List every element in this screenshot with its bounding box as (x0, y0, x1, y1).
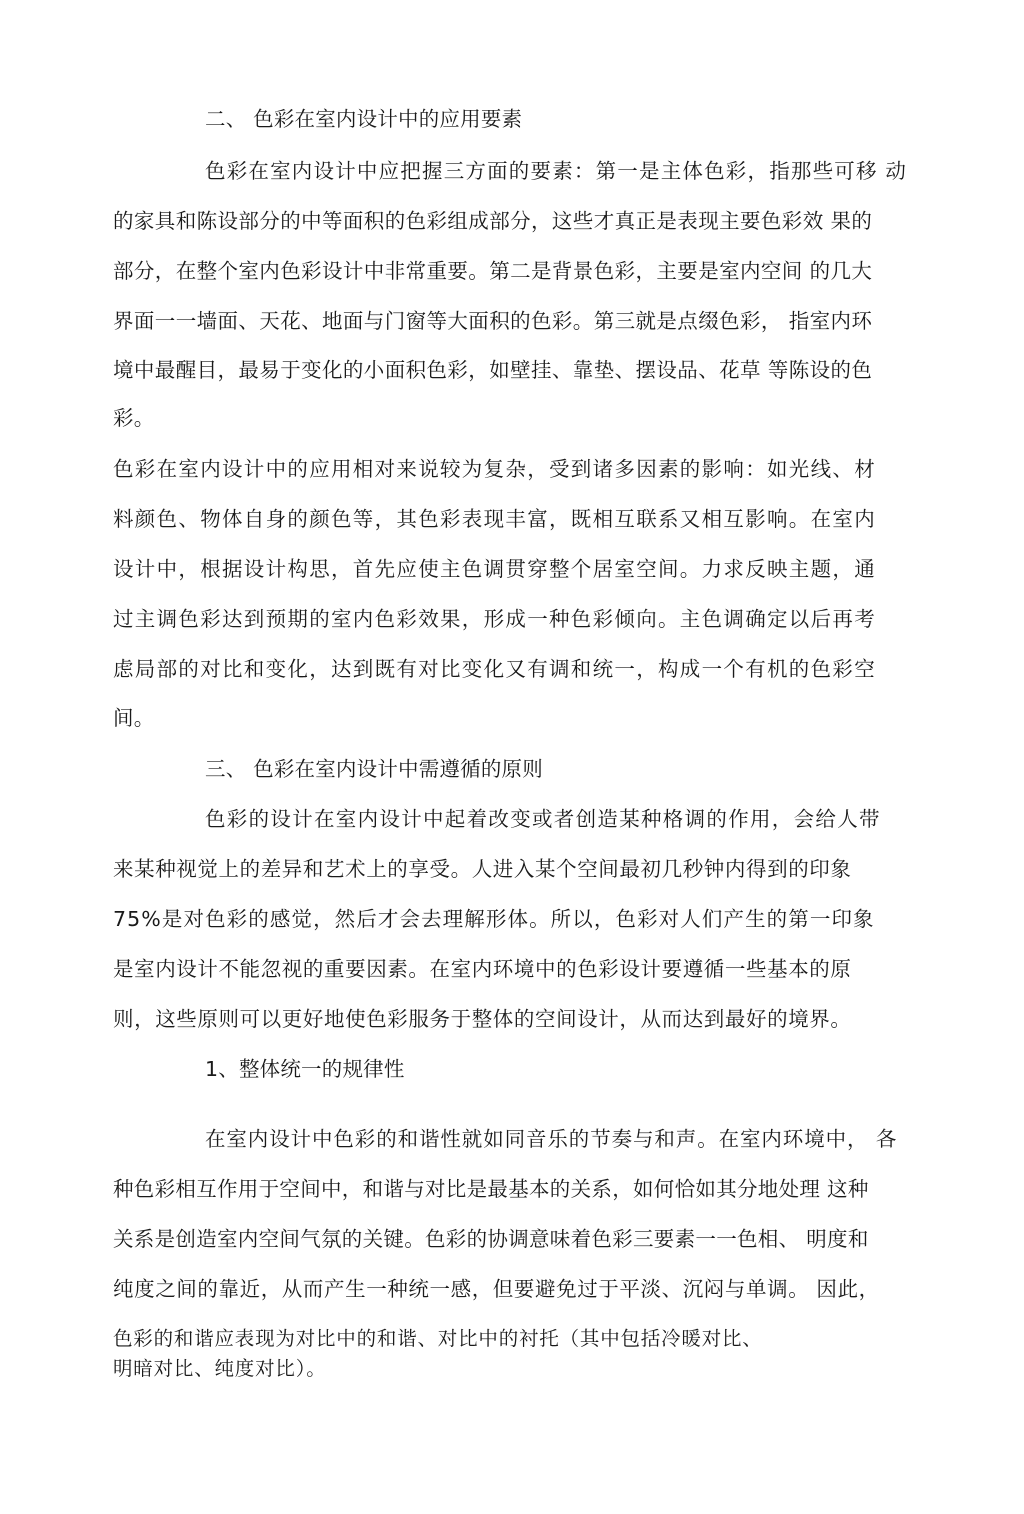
paragraph-line: 明暗对比、纯度对比）。 (113, 1357, 327, 1380)
paragraph-line: 的家具和陈设部分的中等面积的色彩组成部分，这些才真正是表现主要色彩效 果的 (113, 209, 873, 233)
paragraph-line: 过主调色彩达到预期的室内色彩效果，形成一种色彩倾向。主色调确定以后再考 (113, 607, 876, 631)
paragraph-line: 在室内设计中色彩的和谐性就如同音乐的节奏与和声。在室内环境中， 各 (205, 1127, 898, 1151)
subheading-unity: 1、整体统一的规律性 (205, 1057, 405, 1081)
paragraph-line: 设计中，根据设计构思，首先应使主色调贯穿整个居室空间。力求反映主题，通 (113, 557, 876, 581)
paragraph-line: 色彩在室内设计中应把握三方面的要素：第一是主体色彩，指那些可移 动 (205, 159, 908, 183)
section-heading-3: 三、 色彩在室内设计中需遵循的原则 (205, 757, 543, 781)
paragraph-line: 虑局部的对比和变化，达到既有对比变化又有调和统一，构成一个有机的色彩空 (113, 657, 876, 681)
paragraph-line: 间。 (113, 706, 155, 730)
paragraph-line: 色彩的设计在室内设计中起着改变或者创造某种格调的作用，会给人带 (205, 807, 881, 831)
paragraph-line: 境中最醒目，最易于变化的小面积色彩，如壁挂、靠垫、摆设品、花草 等陈设的色 (113, 358, 873, 382)
paragraph-line: 种色彩相互作用于空间中，和谐与对比是最基本的关系，如何恰如其分地处理 这种 (113, 1177, 869, 1201)
paragraph-line: 料颜色、物体自身的颜色等，其色彩表现丰富，既相互联系又相互影响。在室内 (113, 507, 876, 531)
paragraph-line: 75%是对色彩的感觉，然后才会去理解形体。所以，色彩对人们产生的第一印象 (113, 907, 875, 931)
paragraph-line: 彩。 (113, 406, 155, 430)
paragraph-line: 界面一一墙面、天花、地面与门窗等大面积的色彩。第三就是点缀色彩， 指室内环 (113, 309, 873, 333)
paragraph-line: 则，这些原则可以更好地使色彩服务于整体的空间设计，从而达到最好的境界。 (113, 1007, 852, 1031)
section-heading-2: 二、 色彩在室内设计中的应用要素 (205, 107, 523, 131)
paragraph-line: 关系是创造室内空间气氛的关键。色彩的协调意味着色彩三要素一一色相、 明度和 (113, 1227, 869, 1251)
paragraph-line: 色彩在室内设计中的应用相对来说较为复杂，受到诸多因素的影响：如光线、材 (113, 457, 876, 481)
paragraph-line: 是室内设计不能忽视的重要因素。在室内环境中的色彩设计要遵循一些基本的原 (113, 957, 852, 981)
paragraph-line: 纯度之间的靠近，从而产生一种统一感，但要避免过于平淡、沉闷与单调。 因此， (113, 1277, 880, 1301)
paragraph-line: 色彩的和谐应表现为对比中的和谐、对比中的衬托（其中包括冷暖对比、 (113, 1327, 763, 1350)
paragraph-line: 来某种视觉上的差异和艺术上的享受。人进入某个空间最初几秒钟内得到的印象 (113, 857, 852, 881)
paragraph-line: 部分，在整个室内色彩设计中非常重要。第二是背景色彩，主要是室内空间 的几大 (113, 259, 873, 283)
